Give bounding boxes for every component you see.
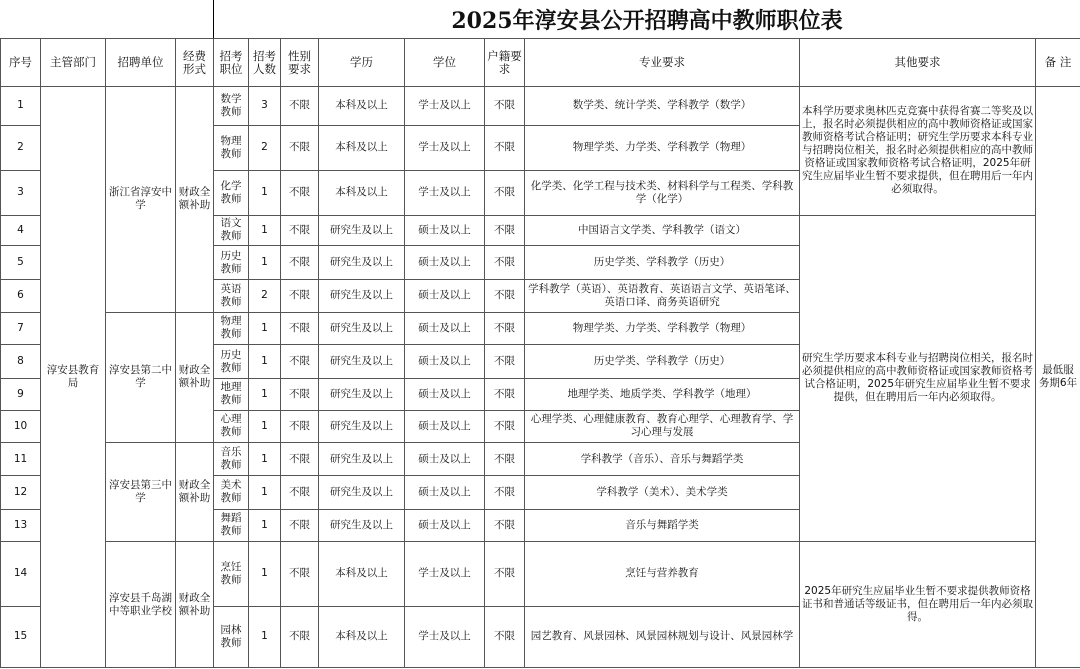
cell-edu: 研究生及以上 xyxy=(319,509,405,542)
cell-other-requirements: 2025年研究生应届毕业生暂不要求提供教师资格证书和普通话等级证书，但在聘用后一年内必须取得。 xyxy=(800,542,1036,668)
cell-hukou: 不限 xyxy=(485,345,525,379)
cell-position: 化学教师 xyxy=(214,170,249,215)
header-remark: 备 注 xyxy=(1036,39,1080,87)
cell-edu: 研究生及以上 xyxy=(319,410,405,443)
cell-degree: 硕士及以上 xyxy=(405,246,485,280)
cell-hukou: 不限 xyxy=(485,606,525,667)
cell-other-requirements: 本科学历要求奥林匹克竞赛中获得省赛二等奖及以上，报名时必须提供相应的高中教师资格证或国家教师资格考试合格证明；研究生学历要求本科专业与招聘岗位相关，报名时必须提供相应的高中教师资格证或国家教师资格考试合格证明，2025年研究生应届毕业生暂不要求提供，但在聘用后一年内必须取得。 xyxy=(800,87,1036,216)
header-row xyxy=(1,39,1080,87)
cell-position: 历史教师 xyxy=(214,246,249,280)
cell-gender: 不限 xyxy=(281,542,319,606)
cell-degree: 硕士及以上 xyxy=(405,509,485,542)
cell-seq: 7 xyxy=(1,312,41,345)
cell-edu: 研究生及以上 xyxy=(319,312,405,345)
cell-position: 历史教师 xyxy=(214,345,249,379)
cell-major: 地理学类、地质学类、学科教学（地理） xyxy=(525,378,800,410)
cell-seq: 2 xyxy=(1,125,41,170)
cell-gender: 不限 xyxy=(281,606,319,667)
cell-count: 1 xyxy=(249,509,281,542)
cell-gender: 不限 xyxy=(281,87,319,126)
cell-seq: 3 xyxy=(1,170,41,215)
header-seq: 序号 xyxy=(1,39,41,87)
cell-gender: 不限 xyxy=(281,215,319,246)
header-other: 其他要求 xyxy=(800,39,1036,87)
title-blank-cell xyxy=(0,0,214,38)
cell-unit: 淳安县第三中学 xyxy=(106,443,176,542)
header-major: 专业要求 xyxy=(525,39,800,87)
header-gender: 性别要求 xyxy=(281,39,319,87)
cell-gender: 不限 xyxy=(281,509,319,542)
cell-seq: 1 xyxy=(1,87,41,126)
cell-degree: 硕士及以上 xyxy=(405,345,485,379)
cell-edu: 研究生及以上 xyxy=(319,345,405,379)
cell-position: 舞蹈教师 xyxy=(214,509,249,542)
cell-position: 物理教师 xyxy=(214,125,249,170)
cell-edu: 研究生及以上 xyxy=(319,246,405,280)
cell-major: 学科教学（美术）、美术学类 xyxy=(525,475,800,509)
cell-gender: 不限 xyxy=(281,410,319,443)
cell-unit: 淳安县第二中学 xyxy=(106,312,176,443)
cell-position: 英语教师 xyxy=(214,279,249,312)
cell-seq: 4 xyxy=(1,215,41,246)
cell-edu: 本科及以上 xyxy=(319,542,405,606)
cell-gender: 不限 xyxy=(281,475,319,509)
cell-major: 历史学类、学科教学（历史） xyxy=(525,345,800,379)
cell-fund: 财政全额补助 xyxy=(176,312,214,443)
cell-count: 1 xyxy=(249,170,281,215)
header-position: 招考职位 xyxy=(214,39,249,87)
cell-count: 2 xyxy=(249,125,281,170)
header-dept: 主管部门 xyxy=(41,39,106,87)
cell-hukou: 不限 xyxy=(485,215,525,246)
cell-gender: 不限 xyxy=(281,170,319,215)
cell-degree: 学士及以上 xyxy=(405,542,485,606)
cell-count: 1 xyxy=(249,410,281,443)
cell-edu: 研究生及以上 xyxy=(319,443,405,476)
cell-major: 中国语言文学类、学科教学（语文） xyxy=(525,215,800,246)
cell-count: 1 xyxy=(249,312,281,345)
cell-hukou: 不限 xyxy=(485,378,525,410)
header-edu: 学历 xyxy=(319,39,405,87)
title-bar xyxy=(0,0,1080,39)
cell-major: 化学类、化学工程与技术类、材料科学与工程类、学科教学（化学） xyxy=(525,170,800,215)
cell-hukou: 不限 xyxy=(485,279,525,312)
cell-gender: 不限 xyxy=(281,246,319,280)
cell-count: 1 xyxy=(249,378,281,410)
cell-count: 1 xyxy=(249,246,281,280)
cell-edu: 研究生及以上 xyxy=(319,279,405,312)
cell-position: 数学教师 xyxy=(214,87,249,126)
table-row xyxy=(1,542,1080,606)
cell-edu: 本科及以上 xyxy=(319,170,405,215)
cell-degree: 学士及以上 xyxy=(405,170,485,215)
cell-gender: 不限 xyxy=(281,125,319,170)
cell-position: 美术教师 xyxy=(214,475,249,509)
cell-seq: 13 xyxy=(1,509,41,542)
cell-hukou: 不限 xyxy=(485,170,525,215)
cell-count: 1 xyxy=(249,542,281,606)
header-degree: 学位 xyxy=(405,39,485,87)
positions-table xyxy=(0,38,1080,668)
cell-degree: 学士及以上 xyxy=(405,606,485,667)
cell-gender: 不限 xyxy=(281,312,319,345)
cell-seq: 6 xyxy=(1,279,41,312)
cell-hukou: 不限 xyxy=(485,125,525,170)
cell-major: 物理学类、力学类、学科教学（物理） xyxy=(525,312,800,345)
cell-hukou: 不限 xyxy=(485,542,525,606)
cell-hukou: 不限 xyxy=(485,410,525,443)
cell-major: 烹饪与营养教育 xyxy=(525,542,800,606)
cell-hukou: 不限 xyxy=(485,312,525,345)
header-unit: 招聘单位 xyxy=(106,39,176,87)
cell-gender: 不限 xyxy=(281,345,319,379)
cell-seq: 9 xyxy=(1,378,41,410)
cell-edu: 研究生及以上 xyxy=(319,475,405,509)
cell-fund: 财政全额补助 xyxy=(176,542,214,668)
cell-degree: 硕士及以上 xyxy=(405,378,485,410)
document-title: 2025年淳安县公开招聘高中教师职位表 xyxy=(451,7,843,34)
cell-position: 地理教师 xyxy=(214,378,249,410)
cell-seq: 11 xyxy=(1,443,41,476)
header-hukou: 户籍要求 xyxy=(485,39,525,87)
cell-position: 心理教师 xyxy=(214,410,249,443)
cell-edu: 本科及以上 xyxy=(319,125,405,170)
cell-remark: 最低服务期6年 xyxy=(1036,87,1080,668)
header-fund: 经费形式 xyxy=(176,39,214,87)
cell-position: 语文教师 xyxy=(214,215,249,246)
cell-count: 1 xyxy=(249,606,281,667)
cell-dept: 淳安县教育局 xyxy=(41,87,106,668)
cell-hukou: 不限 xyxy=(485,443,525,476)
cell-seq: 8 xyxy=(1,345,41,379)
cell-degree: 学士及以上 xyxy=(405,125,485,170)
cell-seq: 15 xyxy=(1,606,41,667)
cell-major: 数学类、统计学类、学科教学（数学） xyxy=(525,87,800,126)
cell-hukou: 不限 xyxy=(485,246,525,280)
cell-major: 园艺教育、风景园林、风景园林规划与设计、风景园林学 xyxy=(525,606,800,667)
cell-degree: 硕士及以上 xyxy=(405,475,485,509)
header-count: 招考人数 xyxy=(249,39,281,87)
cell-hukou: 不限 xyxy=(485,87,525,126)
cell-degree: 硕士及以上 xyxy=(405,410,485,443)
cell-degree: 硕士及以上 xyxy=(405,279,485,312)
cell-hukou: 不限 xyxy=(485,475,525,509)
cell-count: 3 xyxy=(249,87,281,126)
cell-gender: 不限 xyxy=(281,443,319,476)
cell-degree: 硕士及以上 xyxy=(405,443,485,476)
cell-major: 物理学类、力学类、学科教学（物理） xyxy=(525,125,800,170)
cell-gender: 不限 xyxy=(281,279,319,312)
cell-other-requirements: 研究生学历要求本科专业与招聘岗位相关，报名时必须提供相应的高中教师资格证或国家教师资格考试合格证明，2025年研究生应届毕业生暂不要求提供，但在聘用后一年内必须取得。 xyxy=(800,215,1036,542)
cell-position: 物理教师 xyxy=(214,312,249,345)
cell-unit: 浙江省淳安中学 xyxy=(106,87,176,313)
cell-edu: 本科及以上 xyxy=(319,606,405,667)
cell-seq: 12 xyxy=(1,475,41,509)
cell-unit: 淳安县千岛湖中等职业学校 xyxy=(106,542,176,668)
cell-edu: 本科及以上 xyxy=(319,87,405,126)
cell-gender: 不限 xyxy=(281,378,319,410)
cell-position: 烹饪教师 xyxy=(214,542,249,606)
cell-major: 音乐与舞蹈学类 xyxy=(525,509,800,542)
cell-count: 1 xyxy=(249,443,281,476)
cell-position: 园林教师 xyxy=(214,606,249,667)
cell-degree: 硕士及以上 xyxy=(405,312,485,345)
cell-major: 学科教学（音乐）、音乐与舞蹈学类 xyxy=(525,443,800,476)
cell-count: 2 xyxy=(249,279,281,312)
cell-seq: 14 xyxy=(1,542,41,606)
cell-position: 音乐教师 xyxy=(214,443,249,476)
cell-degree: 学士及以上 xyxy=(405,87,485,126)
table-row xyxy=(1,87,1080,126)
cell-count: 1 xyxy=(249,345,281,379)
cell-major: 历史学类、学科教学（历史） xyxy=(525,246,800,280)
cell-major: 心理学类、心理健康教育、教育心理学、心理教育学、学习心理与发展 xyxy=(525,410,800,443)
cell-major: 学科教学（英语）、英语教育、英语语言文学、英语笔译、英语口译、商务英语研究 xyxy=(525,279,800,312)
cell-seq: 10 xyxy=(1,410,41,443)
cell-degree: 硕士及以上 xyxy=(405,215,485,246)
cell-count: 1 xyxy=(249,475,281,509)
cell-hukou: 不限 xyxy=(485,509,525,542)
cell-count: 1 xyxy=(249,215,281,246)
cell-seq: 5 xyxy=(1,246,41,280)
cell-fund: 财政全额补助 xyxy=(176,87,214,313)
cell-fund: 财政全额补助 xyxy=(176,443,214,542)
cell-edu: 研究生及以上 xyxy=(319,215,405,246)
cell-edu: 研究生及以上 xyxy=(319,378,405,410)
